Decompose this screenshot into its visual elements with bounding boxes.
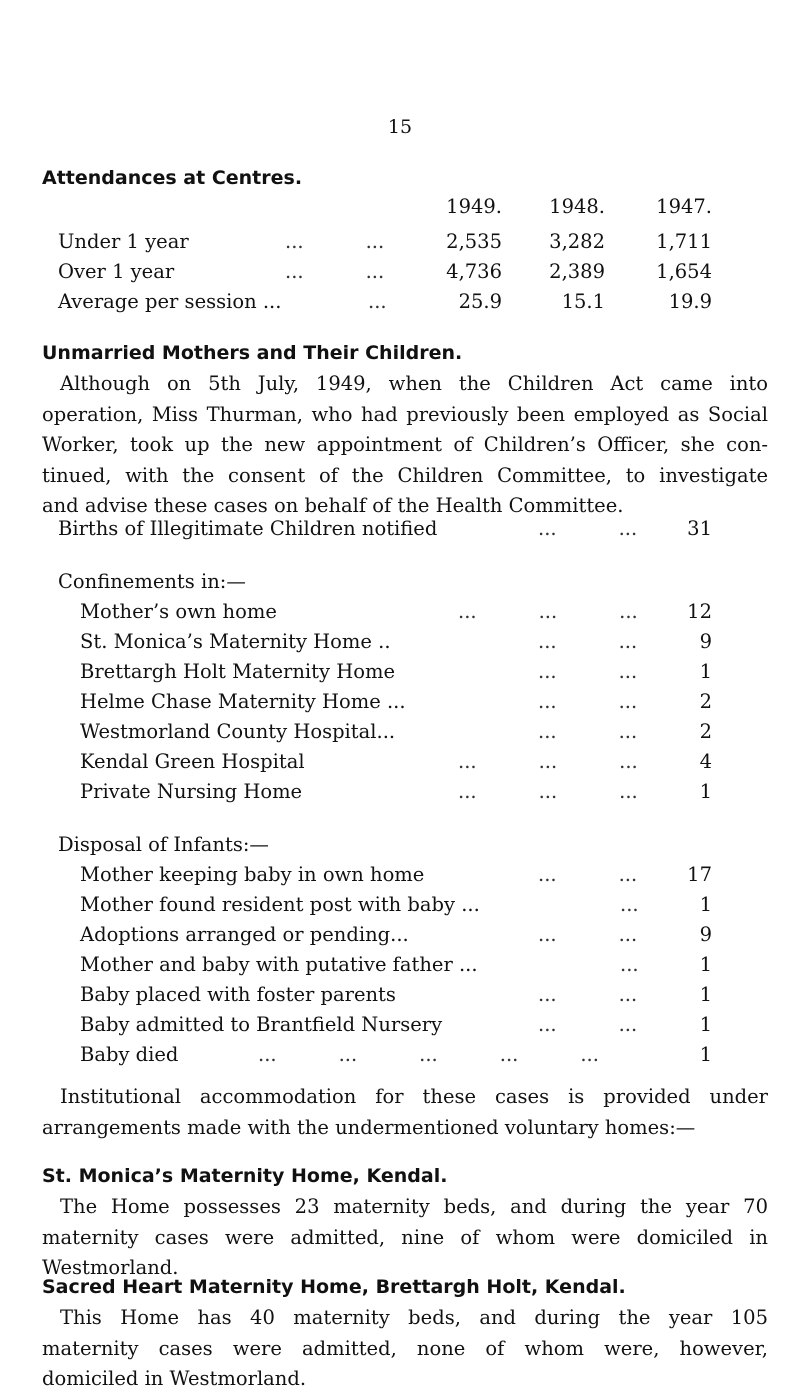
row-value: 2	[699, 690, 712, 713]
value-1947: 1,711	[656, 230, 712, 253]
row-label: Baby admitted to Brantfield Nursery	[80, 1013, 443, 1036]
row-leader-dots: ... ...	[538, 690, 638, 713]
st-monicas-paragraph	[42, 1192, 768, 1284]
paragraph-line: domiciled in Westmorland.	[42, 1367, 307, 1390]
sacred-heart-paragraph	[42, 1303, 768, 1395]
paragraph-line: and advise these cases on behalf of the Health Committee.	[42, 494, 624, 517]
paragraph-line: Although on 5th July, 1949, when the Children Act came into	[60, 372, 768, 395]
value-1947: 1,654	[656, 260, 712, 283]
row-leader-dots: ... ...	[538, 630, 638, 653]
value-1948: 3,282	[549, 230, 605, 253]
row-value: 1	[699, 660, 712, 683]
row-value: 1	[699, 953, 712, 976]
year-header: 1949.	[446, 195, 502, 218]
paragraph-line: This Home has 40 maternity beds, and during the year 105	[60, 1306, 768, 1329]
row-label: Mother keeping baby in own home	[80, 863, 425, 886]
row-label: Baby placed with foster parents	[80, 983, 396, 1006]
attendances-heading: Attendances at Centres.	[42, 167, 303, 189]
row-value: 1	[699, 893, 712, 916]
paragraph-line: tinued, with the consent of the Children Committee, to investigate	[42, 463, 768, 487]
row-value: 31	[687, 517, 712, 540]
row-leader-dots: ... ... ...	[458, 600, 638, 623]
value-1949: 2,535	[446, 230, 502, 253]
row-value: 1	[699, 983, 712, 1006]
paragraph-line: arrangements made with the undermentioned voluntary homes:—	[42, 1115, 696, 1139]
disposal-heading: Disposal of Infants:—	[58, 833, 269, 856]
value-1949: 25.9	[458, 290, 502, 313]
paragraph-line: Worker, took up the new appointment of Children’s Officer, she con-	[42, 433, 768, 456]
row-label: Births of Illegitimate Children notified	[58, 517, 438, 540]
institutional-paragraph	[42, 1082, 768, 1143]
st-monicas-heading: St. Monica’s Maternity Home, Kendal.	[42, 1165, 448, 1187]
row-leader-dots: ... ...	[538, 983, 638, 1006]
row-label: Baby died	[80, 1043, 179, 1066]
row-value: 2	[699, 720, 712, 743]
paragraph-line: operation, Miss Thurman, who had previously been employed as Social	[42, 402, 768, 426]
value-1948: 2,389	[549, 260, 605, 283]
row-label: Brettargh Holt Maternity Home	[80, 660, 395, 683]
row-value: 1	[699, 1013, 712, 1036]
paragraph-line: maternity cases were admitted, none of whom were, however,	[42, 1336, 768, 1360]
row-leader-dots: ... ... ...	[458, 780, 638, 803]
row-leader-dots: ... ... ... ... ...	[258, 1043, 599, 1066]
unmarried-paragraph	[42, 369, 768, 522]
confinements-heading: Confinements in:—	[58, 570, 246, 593]
row-value: 1	[699, 780, 712, 803]
row-leader-dots: ... ...	[538, 517, 638, 540]
row-label: Helme Chase Maternity Home ...	[80, 690, 406, 713]
paragraph-line: Institutional accommodation for these cases is provided under	[60, 1085, 768, 1108]
row-label: Under 1 year	[58, 230, 189, 253]
row-value: 4	[699, 750, 712, 773]
row-label: Average per session ...	[58, 290, 282, 313]
year-header: 1948.	[549, 195, 605, 218]
row-leader-dots: ... ...	[538, 923, 638, 946]
row-leader-dots: ...	[620, 893, 639, 916]
row-leader-dots: ... ...	[538, 660, 638, 683]
row-label: Kendal Green Hospital	[80, 750, 305, 773]
row-leader-dots: ... ... ...	[458, 750, 638, 773]
row-label: Adoptions arranged or pending...	[80, 923, 409, 946]
row-leader-dots: ... ...	[538, 720, 638, 743]
value-1948: 15.1	[561, 290, 605, 313]
sacred-heart-heading: Sacred Heart Maternity Home, Brettargh Holt, Kendal.	[42, 1276, 626, 1298]
paragraph-line: maternity cases were admitted, nine of whom were domiciled in	[42, 1225, 768, 1249]
row-label: Mother and baby with putative father ...	[80, 953, 478, 976]
row-label: Mother’s own home	[80, 600, 277, 623]
row-leader-dots: ... ...	[538, 863, 638, 886]
row-label: St. Monica’s Maternity Home ..	[80, 630, 391, 653]
paragraph-line: Westmorland.	[42, 1256, 179, 1279]
row-value: 9	[699, 630, 712, 653]
row-value: 17	[687, 863, 712, 886]
row-label: Westmorland County Hospital...	[80, 720, 396, 743]
unmarried-heading: Unmarried Mothers and Their Children.	[42, 342, 463, 364]
row-leader-dots: ... ...	[538, 1013, 638, 1036]
paragraph-line: The Home possesses 23 maternity beds, and during the year 70	[60, 1195, 768, 1218]
year-header: 1947.	[656, 195, 712, 218]
row-value: 9	[699, 923, 712, 946]
page-number: 15	[387, 116, 413, 138]
row-label: Private Nursing Home	[80, 780, 303, 803]
row-leader-dots: ... ...	[285, 260, 385, 283]
value-1949: 4,736	[446, 260, 502, 283]
value-1947: 19.9	[668, 290, 712, 313]
row-leader-dots: ... ...	[285, 230, 385, 253]
row-leader-dots: ...	[368, 290, 387, 313]
row-leader-dots: ...	[620, 953, 639, 976]
row-label: Over 1 year	[58, 260, 175, 283]
row-value: 12	[687, 600, 712, 623]
row-label: Mother found resident post with baby ...	[80, 893, 480, 916]
row-value: 1	[699, 1043, 712, 1066]
